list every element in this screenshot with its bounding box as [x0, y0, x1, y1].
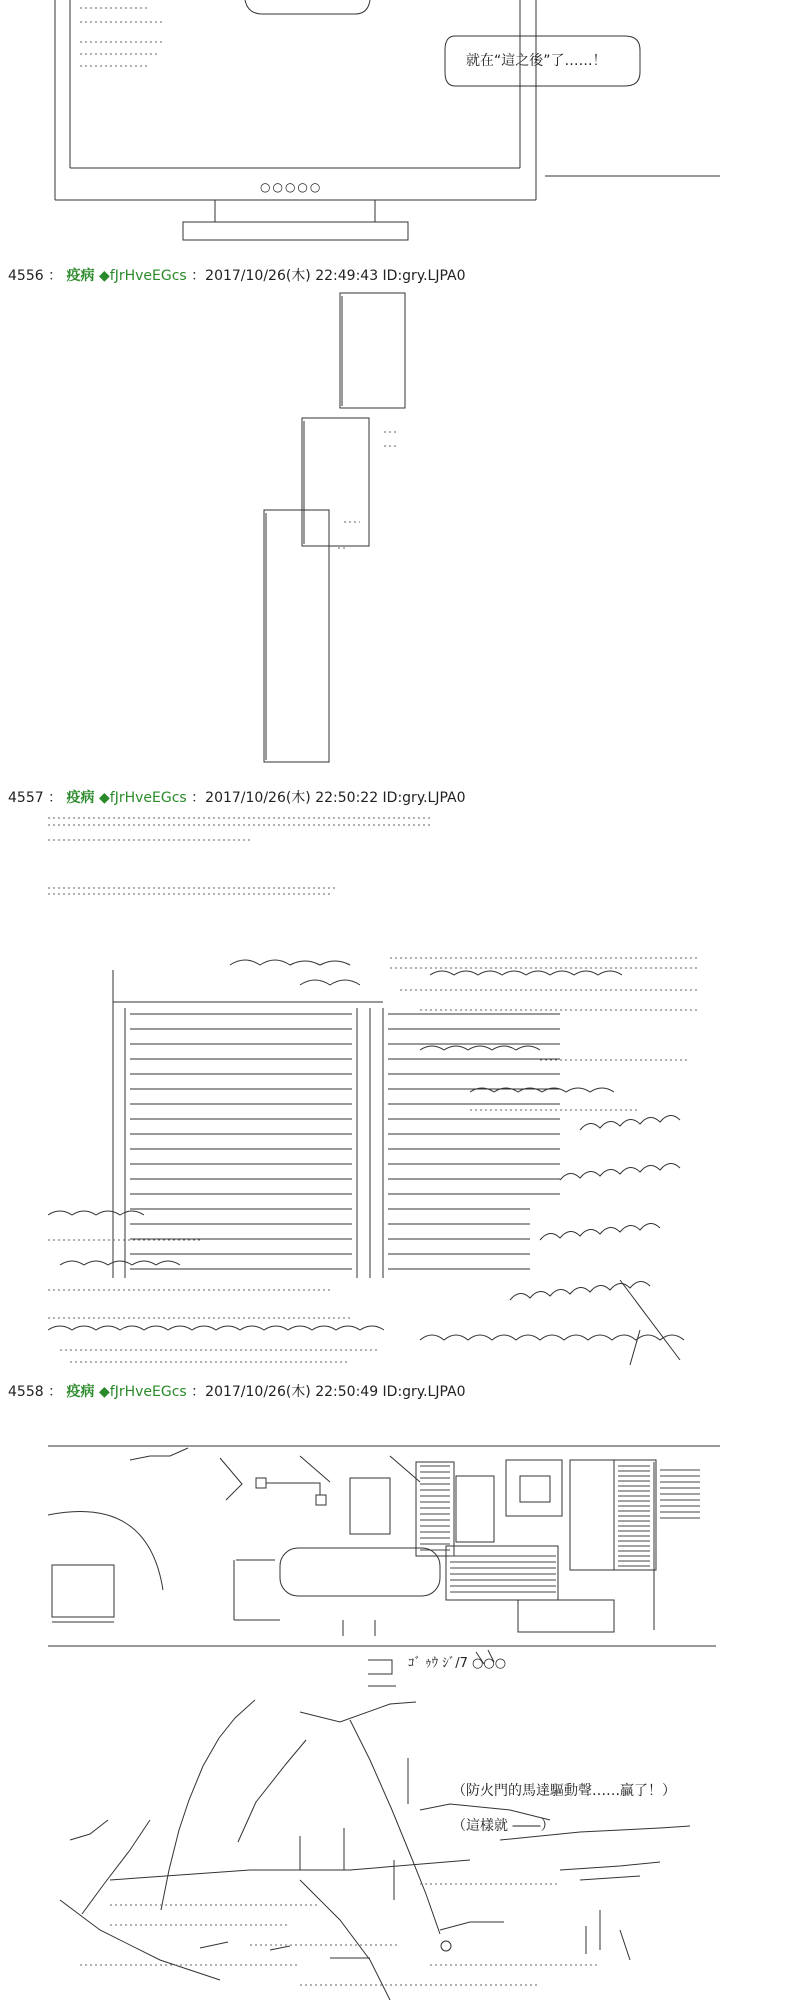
post-meta: ：2017/10/26(木) 22:50:49 ID:gry.LJPA0 — [191, 1384, 466, 1400]
post-separator: ： — [48, 268, 63, 284]
sfx-text: ｺﾞ ｩｳ ｼﾞ/7 ○○○ — [408, 1656, 507, 1671]
monitor-screen-lines — [80, 8, 165, 66]
post-header-4558 — [8, 1383, 466, 1401]
dialogue-line-1: （防火門的馬達驅動聲‥‥‥贏了！） — [452, 1783, 677, 1799]
monitor-speech-text: 就在“這之後”了‥‥‥！ — [466, 53, 607, 69]
poster-name[interactable]: 疫病 — [66, 790, 95, 806]
post-header-4556 — [8, 267, 466, 285]
poster-trip: ◆fJrHveEGcs — [99, 268, 187, 284]
post-separator: ： — [48, 1384, 63, 1400]
shutter-slats — [130, 1014, 560, 1269]
poster-name[interactable]: 疫病 — [66, 268, 95, 284]
post-meta: ：2017/10/26(木) 22:49:43 ID:gry.LJPA0 — [191, 268, 466, 284]
dialogue-line-2: （這樣就 ――） — [452, 1818, 555, 1834]
monitor-power-dots: ○○○○○ — [260, 180, 323, 194]
header-dotted-lines-4557 — [48, 818, 432, 894]
character-art — [60, 1700, 690, 2000]
post-header-4557 — [8, 789, 466, 807]
post-number: 4558 — [8, 1384, 44, 1400]
stepped-boxes-art — [264, 293, 405, 762]
post-meta: ：2017/10/26(木) 22:50:22 ID:gry.LJPA0 — [191, 790, 466, 806]
smoke-art — [48, 958, 700, 1365]
poster-trip: ◆fJrHveEGcs — [99, 790, 187, 806]
post-separator: ： — [48, 790, 63, 806]
poster-name[interactable]: 疫病 — [66, 1384, 95, 1400]
character-fill-dots — [80, 1884, 600, 1985]
poster-trip: ◆fJrHveEGcs — [99, 1384, 187, 1400]
machinery-hatching — [420, 1466, 700, 1592]
post-number: 4556 — [8, 268, 44, 284]
shutter-art — [113, 970, 383, 1278]
post-number: 4557 — [8, 790, 44, 806]
